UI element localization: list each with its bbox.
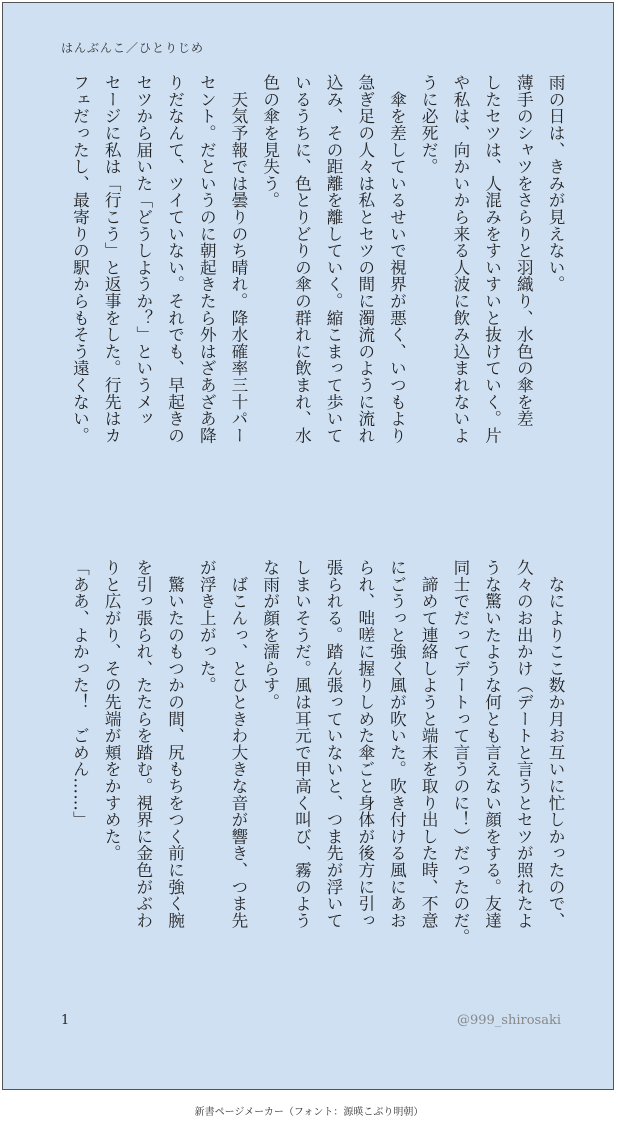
generator-credit: 新書ページメーカー（フォント：源暎こぶり明朝） — [194, 1107, 424, 1118]
book-page — [2, 2, 614, 1090]
running-header-title: はんぶんこ／ひとりじめ — [61, 41, 205, 55]
author-handle: @999_shirosaki — [456, 1013, 561, 1028]
text-block-bottom: なによりここ数か月お互いに忙しかったので、 久々のお出かけ（デートと言うとセツが照れたよ うな驚いたような何とも言えない顔をする。友達 同士でだってデートって言うのに！）だったのだ。 諦めて連絡しようと端末を取り出した時、不意 にごうっと強く風が吹いた。吹き付ける風にあお られ、咄嗟に握りしめた傘ごと身体が後方に引っ 張られる。踏ん張っていないと、つま先が浮いて しまいそうだ。風は耳元で甲高く叫び、霧のよう な雨が顔を濡らす。 ばこんっ、とひときわ大きな音が響き、つま先 が浮き上がった。 驚いたのもつかの間、尻もちをつく前に強く腕 を引っ張られ、たたらを踏む。視界に金色がぶわ りと広がり、その先端が頬をかすめた。 「ああ、よかった！ ごめん……」 — [70, 559, 565, 946]
text-block-top: 雨の日は、きみが見えない。 薄手のシャツをさらりと羽織り、水色の傘を差 したセツは、人混みをすいすいと抜けていく。片 や私は、向かいから来る人波に飲み込まれないよ うに必死だ。 傘を差しているせいで視界が悪く、いつもより 急ぎ足の人々は私とセツの間に濁流のように流れ 込み、その距離を離していく。縮こまって歩いて いるうちに、色とりどりの傘の群れに飲まれ、水 色の傘を見失う。 天気予報では曇りのち晴れ。降水確率三十パー セント。だというのに朝起きたら外はざあざあ降 りだなんて、ツイていない。それでも、早起きの セツから届いた「どうしようか？」というメッ セージに私は「行こう」と返事をした。行先はカ フェだったし、最寄りの駅からもそう遠くない。 — [70, 74, 565, 444]
page-number: 1 — [61, 1013, 70, 1028]
